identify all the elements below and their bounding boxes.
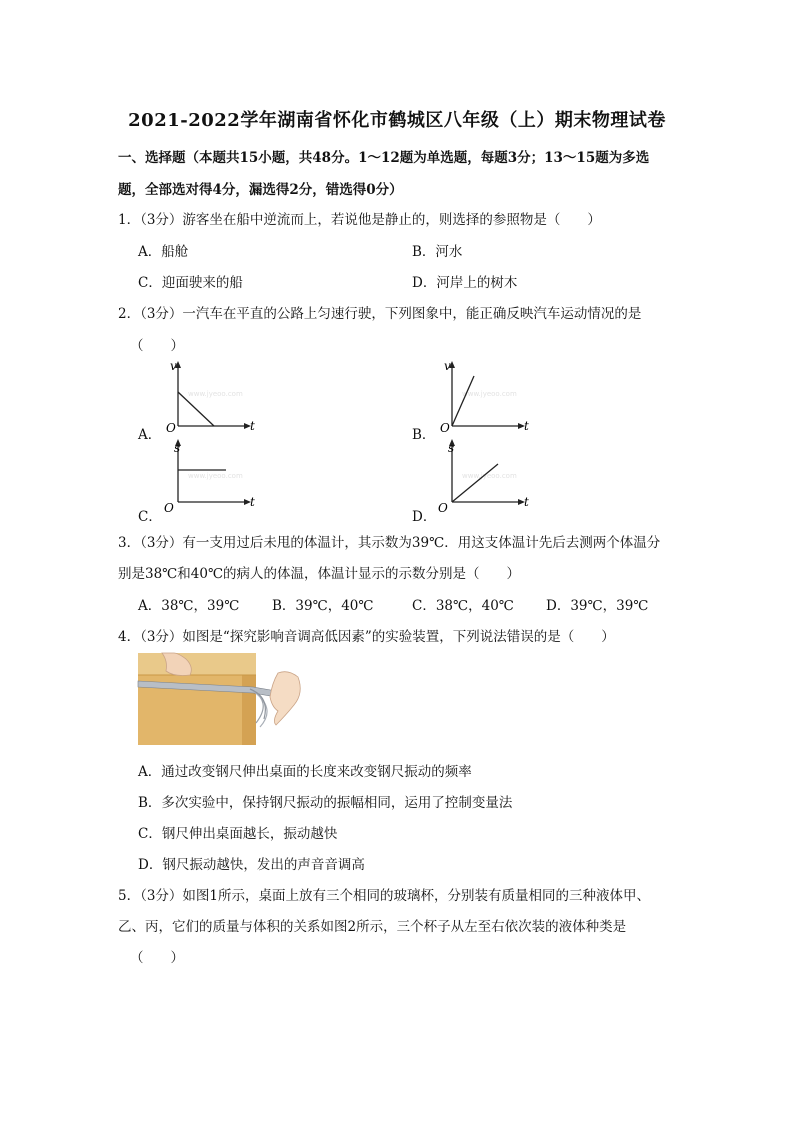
svg-text:www.jyeoo.com: www.jyeoo.com [462,390,517,398]
q2-option-b: B． [412,427,436,443]
q3-stem-line1: 3．（3分）有一支用过后未甩的体温计，其示数为39℃．用这支体温计先后去测两个体温分 [118,535,661,551]
page-title: 2021-2022学年湖南省怀化市鹤城区八年级（上）期末物理试卷 [128,110,666,131]
q5-stem-line1: 5．（3分）如图1所示，桌面上放有三个相同的玻璃杯，分别装有质量相同的三种液体甲、 [118,888,651,904]
q4-option-a: A．通过改变钢尺伸出桌面的长度来改变钢尺振动的频率 [138,764,472,780]
q2-graph-b [434,358,534,442]
svg-text:www.jyeoo.com: www.jyeoo.com [188,472,243,480]
q3-option-d: D．39℃，39℃ [546,598,649,614]
q4-option-d: D．钢尺振动越快，发出的声音音调高 [138,857,365,873]
increasing-line [452,464,498,502]
q2-option-a: A． [138,427,162,443]
q1-option-a: A．船舱 [138,244,189,260]
q5-stem-line2: 乙、丙，它们的质量与体积的关系如图2所示，三个杯子从左至右依次装的液体种类是 [118,919,627,935]
q2-graph-c [160,440,260,524]
graph-a-origin: O [166,421,176,435]
q1-option-d: D．河岸上的树木 [412,275,518,291]
q1-stem: 1．（3分）游客坐在船中逆流而上，若说他是静止的，则选择的参照物是（ ） [118,212,601,228]
section-heading-line2: 题，全部选对得4分，漏选得2分，错选得0分） [118,182,403,198]
section-heading-line1: 一、选择题（本题共15小题，共48分。1～12题为单选题，每题3分；13～15题为多选 [118,150,650,166]
q1-option-b: B．河水 [412,244,463,260]
q2-option-c: C． [138,509,162,525]
q4-stem: 4．（3分）如图是“探究影响音调高低因素”的实验装置，下列说法错误的是（ ） [118,629,615,645]
q1-option-c: C．迎面驶来的船 [138,275,243,291]
q5-stem-line3: （ ） [130,950,184,966]
q2-graph-d [434,440,534,524]
q2-graph-a [160,358,260,442]
q2-option-d: D． [412,509,437,525]
svg-text:www.jyeoo.com: www.jyeoo.com [462,472,517,480]
q2-stem-line1: 2．（3分）一汽车在平直的公路上匀速行驶，下列图象中，能正确反映汽车运动情况的是 [118,306,642,322]
graph-b-x-label: t [524,419,529,433]
q4-option-b: B．多次实验中，保持钢尺振动的振幅相同，运用了控制变量法 [138,795,513,811]
graph-c-y-label: s [174,441,181,455]
graph-c-origin: O [164,501,174,515]
graph-a-y-label: v [170,359,177,373]
graph-d-x-label: t [524,495,529,509]
graph-d-origin: O [438,501,448,515]
q3-option-b: B．39℃，40℃ [272,598,374,614]
graph-a-x-label: t [250,419,255,433]
q4-option-c: C．钢尺伸出桌面越长，振动越快 [138,826,338,842]
graph-b-y-label: v [444,359,451,373]
svg-text:www.jyeoo.com: www.jyeoo.com [188,390,243,398]
q3-option-a: A．38℃，39℃ [138,598,240,614]
graph-c-x-label: t [250,495,255,509]
q3-stem-line2: 别是38℃和40℃的病人的体温，体温计显示的示数分别是（ ） [118,566,521,582]
graph-d-y-label: s [448,441,455,455]
steel-ruler-experiment-illustration [138,653,308,749]
graph-b-origin: O [440,421,450,435]
q3-option-c: C．38℃，40℃ [412,598,514,614]
increasing-line [452,376,474,426]
q2-stem-line2: （ ） [130,338,184,354]
